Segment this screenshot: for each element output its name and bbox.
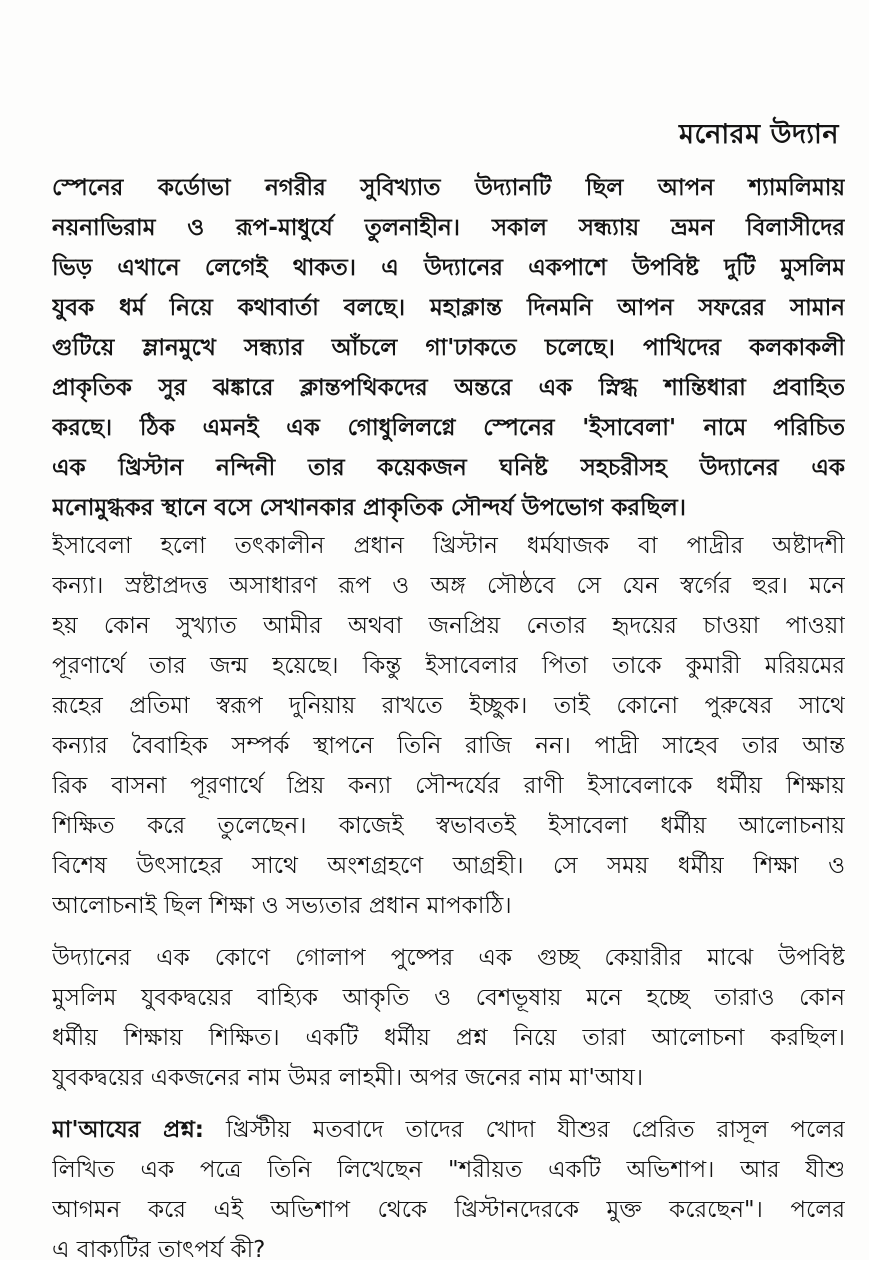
paragraph-2 bbox=[52, 526, 845, 926]
text-line: নয়নাভিরাম ও রূপ-মাধুর্যে তুলনাহীন। সকাল সন্ধ্যায় ভ্রমন বিলাসীদের bbox=[52, 215, 845, 241]
text-line: ভিড় এখানে লেগেই থাকত। এ উদ্যানের একপাশে উপবিষ্ট দুটি মুসলিম bbox=[52, 255, 845, 281]
text-line: করছে। ঠিক এমনই এক গোধুলিলগ্নে স্পেনের 'ইসাবেলা' নামে পরিচিত bbox=[52, 415, 845, 441]
page-title: মনোরম উদ্যান bbox=[678, 119, 839, 150]
text-line: এ বাক্যটির তাৎপর্য কী? bbox=[52, 1237, 266, 1263]
paragraph-3 bbox=[52, 938, 845, 1098]
text-line: পূরণার্থে তার জন্ম হয়েছে। কিন্তু ইসাবেলার পিতা তাকে কুমারী মরিয়মের bbox=[52, 653, 845, 679]
text-line: মুসলিম যুবকদ্বয়ের বাহ্যিক আকৃতি ও বেশভূষায় মনে হচ্ছে তারাও কোন bbox=[52, 985, 845, 1011]
text-line: উদ্যানের এক কোণে গোলাপ পুষ্পের এক গুচ্ছ কেয়ারীর মাঝে উপবিষ্ট bbox=[52, 945, 845, 971]
text-line: আলোচনাই ছিল শিক্ষা ও সভ্যতার প্রধান মাপকাঠি। bbox=[52, 893, 512, 919]
text-line: ইসাবেলা হলো তৎকালীন প্রধান খ্রিস্টান ধর্মযাজক বা পাদ্রীর অষ্টাদশী bbox=[52, 533, 845, 559]
text-line: প্রাকৃতিক সুর ঝঙ্কারে ক্লান্তপথিকদের অন্তরে এক স্নিগ্ধ শান্তিধারা প্রবাহিত bbox=[52, 375, 845, 401]
text-line: এক খ্রিস্টান নন্দিনী তার কয়েকজন ঘনিষ্ট সহচরীসহ উদ্যানের এক bbox=[52, 455, 845, 481]
text-line: গুটিয়ে ম্লানমুখে সন্ধ্যার আঁচলে গা'ঢাকতে চলেছে। পাখিদের কলকাকলী bbox=[52, 335, 845, 361]
text-line: হয় কোন সুখ্যাত আমীর অথবা জনপ্রিয় নেতার হৃদয়ের চাওয়া পাওয়া bbox=[52, 613, 845, 639]
text-line: ধর্মীয় শিক্ষায় শিক্ষিত। একটি ধর্মীয় প্রশ্ন নিয়ে তারা আলোচনা করছিল। bbox=[52, 1025, 845, 1051]
text-line: স্পেনের কর্ডোভা নগরীর সুবিখ্যাত উদ্যানটি ছিল আপন শ্যামলিমায় bbox=[52, 175, 845, 201]
text-line: যুবক ধর্ম নিয়ে কথাবার্তা বলছে। মহাক্লান্ত দিনমনি আপন সফরের সামান bbox=[52, 295, 845, 321]
paragraph-4-question bbox=[52, 1110, 845, 1270]
text-line: রিক বাসনা পূরণার্থে প্রিয় কন্যা সৌন্দর্যের রাণী ইসাবেলাকে ধর্মীয় শিক্ষায় bbox=[52, 773, 845, 799]
paragraph-1 bbox=[52, 168, 845, 528]
text-line: যুবকদ্বয়ের একজনের নাম উমর লাহমী। অপর জনের নাম মা'আয। bbox=[52, 1065, 644, 1091]
text-line bbox=[52, 1110, 845, 1150]
text-line: লিখিত এক পত্রে তিনি লিখেছেন "শরীয়ত একটি অভিশাপ। আর যীশু bbox=[52, 1157, 845, 1183]
text-line: আগমন করে এই অভিশাপ থেকে খ্রিস্টানদেরকে মুক্ত করেছেন"। পলের bbox=[52, 1197, 845, 1223]
text-line: রূহের প্রতিমা স্বরূপ দুনিয়ায় রাখতে ইচ্ছুক। তাই কোনো পুরুষের সাথে bbox=[52, 693, 845, 719]
text-line: কন্যা। স্রষ্টাপ্রদত্ত অসাধারণ রূপ ও অঙ্গ সৌষ্ঠবে সে যেন স্বর্গের হুর। মনে bbox=[52, 573, 845, 599]
question-label: মা'আযের প্রশ্ন: bbox=[52, 1117, 205, 1143]
text-line: মনোমুগ্ধকর স্থানে বসে সেখানকার প্রাকৃতিক সৌন্দর্য উপভোগ করছিল। bbox=[52, 495, 686, 521]
text-line: শিক্ষিত করে তুলেছেন। কাজেই স্বভাবতই ইসাবেলা ধর্মীয় আলোচনায় bbox=[52, 813, 845, 839]
text-line: কন্যার বৈবাহিক সম্পর্ক স্থাপনে তিনি রাজি নন। পাদ্রী সাহেব তার আন্ত bbox=[52, 733, 845, 759]
text-line: বিশেষ উৎসাহের সাথে অংশগ্রহণে আগ্রহী। সে সময় ধর্মীয় শিক্ষা ও bbox=[52, 853, 845, 879]
question-text: খ্রিস্টীয় মতবাদে তাদের খোদা যীশুর প্রেরিত রাসূল পলের bbox=[226, 1117, 845, 1143]
